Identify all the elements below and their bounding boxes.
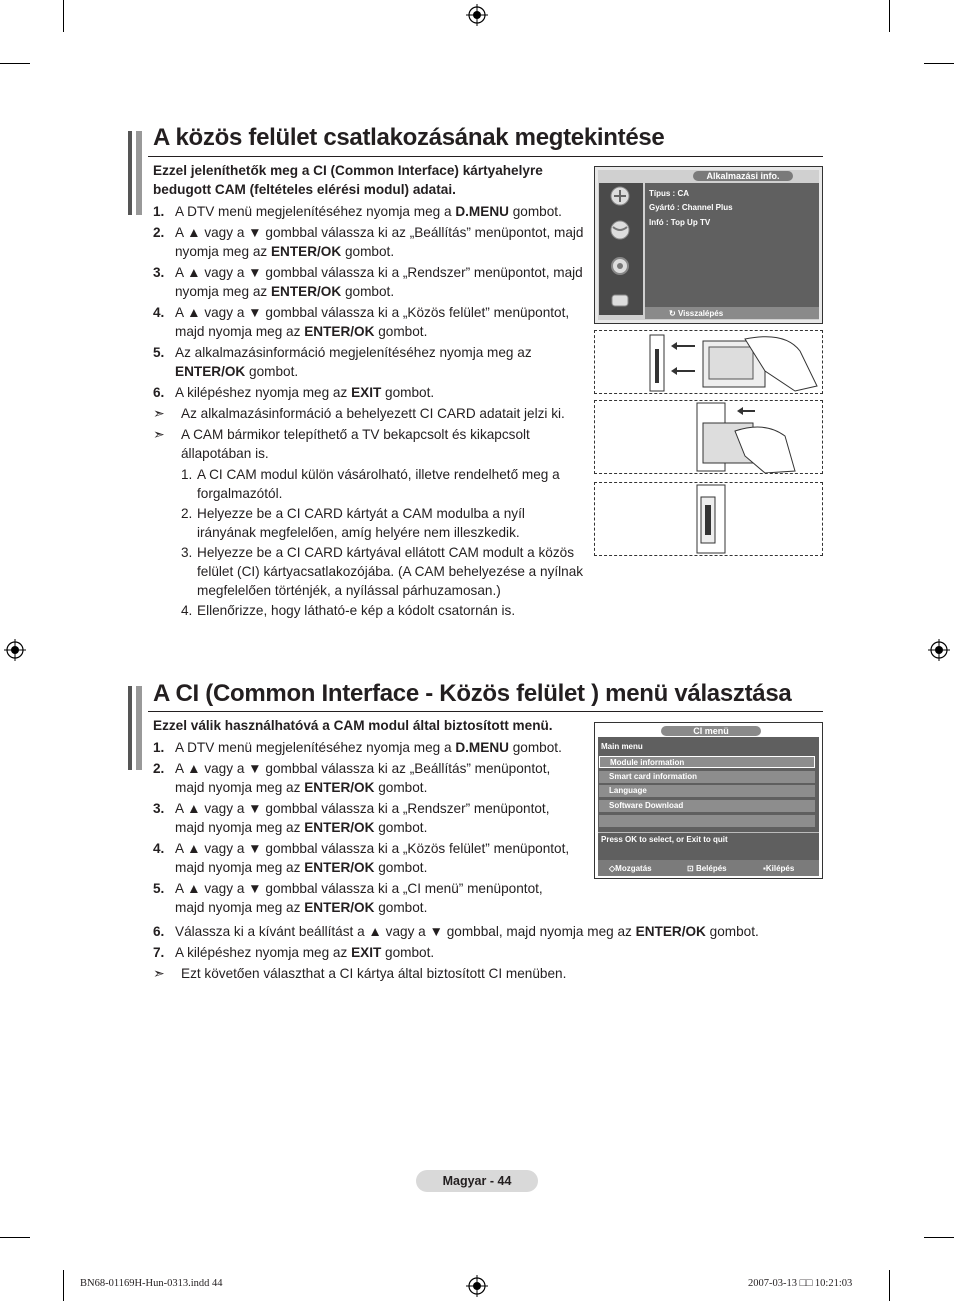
gear-icon [609, 255, 631, 277]
return-icon: ↻ [669, 309, 678, 318]
registration-mark-icon [466, 1275, 488, 1297]
section-bar [128, 131, 132, 215]
step-item: 3. A ▲ vagy a ▼ gombbal válassza ki a „Rendszer” menüpontot, majd nyomja meg az ENTER/OK gombot. [153, 265, 583, 299]
crop-mark [63, 0, 64, 32]
globe-icon [609, 219, 631, 241]
crop-mark [889, 0, 890, 32]
osd-footer-label: ↻ Visszalépés [669, 309, 724, 318]
step-list [153, 738, 573, 919]
page-number: Magyar - 44 [416, 1170, 538, 1192]
registration-mark-icon [466, 4, 488, 26]
satellite-icon [609, 185, 631, 207]
section-title: A közös felület csatlakozásának megtekintése [153, 124, 665, 151]
crop-mark [889, 1270, 890, 1301]
app-info-osd [594, 166, 823, 324]
step-item: 3. A ▲ vagy a ▼ gombbal válassza ki a „Rendszer” menüpontot, majd nyomja meg az ENTER/OK gombot. [153, 801, 550, 835]
section-intro: Ezzel jeleníthetők meg a CI (Common Interface) kártyahelyre bedugott CAM (feltételes elérési modul) adatai. [153, 163, 543, 197]
registration-mark-icon [4, 639, 26, 661]
ci-menu-item-empty [599, 815, 815, 827]
section-intro: Ezzel válik használhatóvá a CAM modul által biztosított menü. [153, 718, 553, 733]
step-item: 1. A DTV menü megjelenítéséhez nyomja meg a D.MENU gombot. [153, 740, 562, 755]
ci-main-menu-label: Main menu [601, 742, 643, 751]
section-bar [128, 686, 132, 770]
crop-mark [0, 1237, 30, 1238]
ci-menu-item[interactable]: Module information [599, 756, 815, 768]
crop-mark [0, 63, 30, 64]
crop-mark [63, 1270, 64, 1301]
step-item: 6. Válassza ki a kívánt beállítást a ▲ vagy a ▼ gombbal, majd nyomja meg az ENTER/OK gombot. [153, 924, 759, 939]
step-item: 5. Az alkalmazásinformáció megjelenítéséhez nyomja meg az ENTER/OK gombot. [153, 345, 532, 379]
card-insert-illustration [594, 400, 823, 474]
step-list-wide [153, 922, 833, 985]
ci-menu-osd [594, 722, 823, 879]
substep-item: 2. Helyezze be a CI CARD kártyát a CAM modulba a nyíl irányának megfelelően, amíg helyére nem illeszkedik. [181, 506, 525, 540]
step-item: 4. A ▲ vagy a ▼ gombbal válassza ki a „Közös felület” menüpontot, majd nyomja meg az ENTER/OK gombot. [153, 841, 570, 875]
note-item: ➣ A CAM bármikor telepíthető a TV bekapcsolt és kikapcsolt állapotában is. [153, 426, 530, 461]
step-item: 2. A ▲ vagy a ▼ gombbal válassza ki az „Beállítás” menüpontot, majd nyomja meg az ENTER/OK gombot. [153, 761, 551, 795]
section-rule [148, 711, 823, 712]
step-item: 6. A kilépéshez nyomja meg az EXIT gombot. [153, 385, 435, 400]
registration-mark-icon [928, 639, 950, 661]
note-item: ➣ Az alkalmazásinformáció a behelyezett CI CARD adatait jelzi ki. [153, 405, 565, 421]
step-item: 2. A ▲ vagy a ▼ gombbal válassza ki az „Beállítás” menüpontot, majd nyomja meg az ENTER/OK gombot. [153, 225, 584, 259]
ci-menu-item[interactable]: Software Download [599, 800, 815, 812]
note-arrow-icon: ➣ [153, 965, 165, 981]
osd-header: Alkalmazási info. [693, 171, 793, 181]
note-arrow-icon: ➣ [153, 426, 165, 442]
ci-footer-enter: ⊡ Belépés [687, 864, 727, 873]
step-list [153, 202, 585, 621]
section-rule [148, 156, 823, 157]
note-item: ➣ Ezt követően választhat a CI kártya által biztosított CI menüben. [153, 965, 567, 981]
step-item: 5. A ▲ vagy a ▼ gombbal válassza ki a „CI menü” menüpontot, majd nyomja meg az ENTER/OK gombot. [153, 881, 543, 915]
step-item: 1. A DTV menü megjelenítéséhez nyomja meg a D.MENU gombot. [153, 204, 562, 219]
ci-hint: Press OK to select, or Exit to quit [601, 835, 728, 844]
move-icon: ◇ [609, 864, 616, 873]
step-item: 7. A kilépéshez nyomja meg az EXIT gombot. [153, 945, 435, 960]
print-slug-left: BN68-01169H-Hun-0313.indd 44 [80, 1278, 223, 1289]
settings-icon [609, 289, 631, 311]
section-title: A CI (Common Interface - Közös felület ) menü választása [153, 680, 792, 707]
print-slug-right: 2007-03-13 □□ 10:21:03 [748, 1278, 853, 1289]
crop-mark [924, 1237, 954, 1238]
section-bar [136, 131, 142, 215]
substep-item: 4. Ellenőrizze, hogy látható-e kép a kódolt csatornán is. [181, 603, 516, 618]
note-arrow-icon: ➣ [153, 405, 165, 421]
osd-header: CI menü [661, 726, 761, 736]
cam-insert-illustration [594, 330, 823, 394]
ci-menu-item[interactable]: Smart card information [599, 771, 815, 783]
enter-icon: ⊡ [687, 864, 696, 873]
ci-menu-item[interactable]: Language [599, 785, 815, 797]
step-item: 4. A ▲ vagy a ▼ gombbal válassza ki a „Közös felület” menüpontot, majd nyomja meg az ENTER/OK gombot. [153, 305, 570, 339]
crop-mark [924, 63, 954, 64]
osd-line: Gyártó : Channel Plus [649, 203, 733, 212]
section-bar [136, 686, 142, 770]
cam-installed-illustration [594, 482, 823, 556]
osd-line: Típus : CA [649, 189, 689, 198]
ci-footer-exit: ▪Kilépés [763, 864, 795, 873]
osd-content [645, 183, 819, 307]
substep-item: 1. A CI CAM modul külön vásárolható, illetve rendelhető meg a forgalmazótól. [181, 467, 560, 501]
exit-icon: ▪ [763, 864, 766, 873]
osd-line: Infó : Top Up TV [649, 218, 711, 227]
ci-footer-move: ◇Mozgatás [609, 864, 652, 873]
substep-item: 3. Helyezze be a CI CARD kártyával ellátott CAM modult a közös felület (CI) kártyacsatlakozójába. (A CAM behelyezése a nyílnak megfelelően történjék, a nyílással párhuzamosan.) [181, 545, 584, 598]
